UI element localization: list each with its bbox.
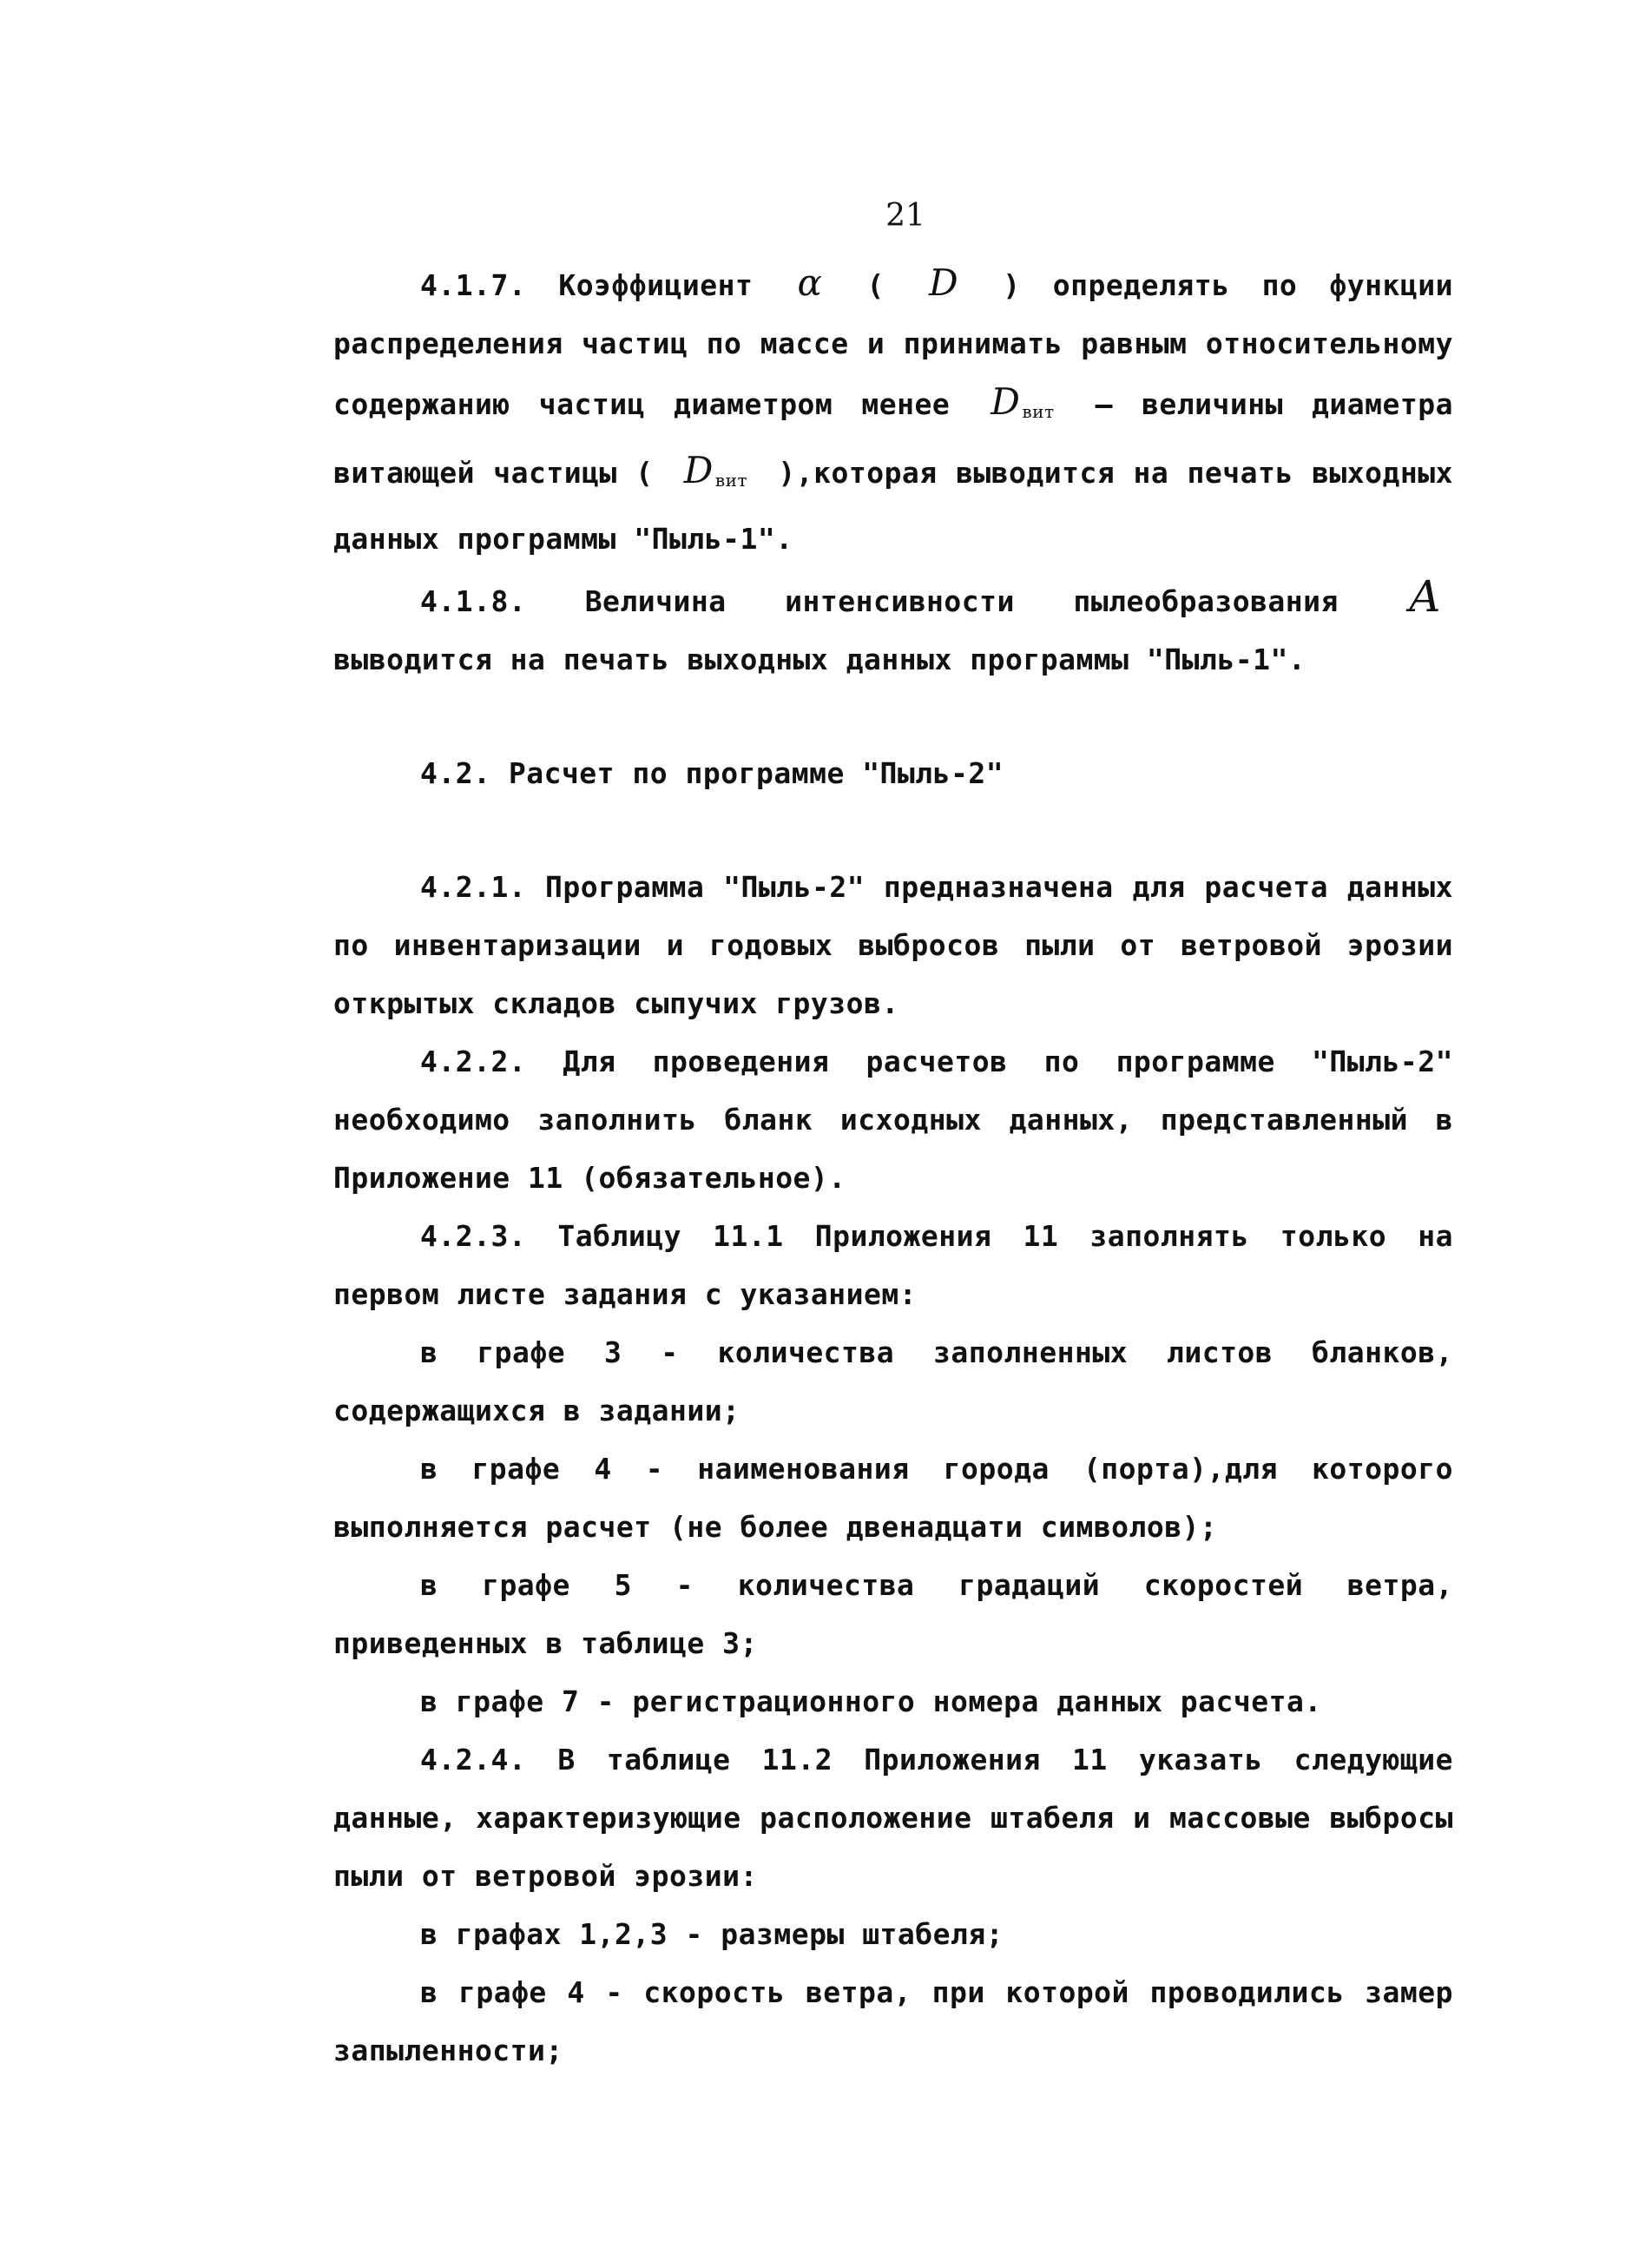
paragraph-p424a: в графах 1,2,3 - размеры штабеля; <box>420 1917 1004 1951</box>
math-symbol: α <box>797 261 823 304</box>
page-number: 21 <box>885 198 925 234</box>
math-symbol: D $_{вит}$ <box>683 449 748 491</box>
body-text <box>333 254 1453 2080</box>
paragraph-p418: 4.1.8. Величина интенсивности пылеобразования A выводится на печать выходных данных программы "Пыль-1". <box>333 568 1453 689</box>
paragraph-gap <box>333 689 1453 744</box>
math-subscript: вит <box>1022 401 1055 422</box>
paragraph-p42: 4.2. Расчет по программе "Пыль-2" <box>420 756 1004 790</box>
paragraph-p423b: в графе 4 - наименования города (порта),для которого выполняется расчет (не более двенадцати символов); <box>333 1452 1453 1544</box>
paragraph-p424b: в графе 4 - скорость ветра, при которой проводились замер запыленности; <box>333 1975 1453 2067</box>
paragraph-p424: 4.2.4. В таблице 11.2 Приложения 11 указать следующие данные, характеризующие расположение штабеля и массовые выбросы пыли от ветровой эрозии: <box>333 1743 1453 1893</box>
paragraph-p417: 4.1.7. Коэффициент α ( D ) определять по функции распределения частиц по массе и принимать равным относительному содержанию частиц диаметром менее D $_{вит}$ – величины диаметра витающей частицы ( D $_{вит}$ ),которая выводится на печать выходных данных программы "Пыль-1". <box>333 261 1453 556</box>
paragraph-p422: 4.2.2. Для проведения расчетов по программе "Пыль-2" необходимо заполнить бланк исходных данных, представленный в Приложение 11 (обязательное). <box>333 1045 1453 1195</box>
paragraph-gap <box>333 802 1453 858</box>
paragraph-p423a: в графе 3 - количества заполненных листов бланков, содержащихся в задании; <box>333 1335 1453 1427</box>
paragraph-p421: 4.2.1. Программа "Пыль-2" предназначена для расчета данных по инвентаризации и годовых выбросов пыли от ветровой эрозии открытых складов сыпучих грузов. <box>333 870 1453 1020</box>
paragraph-p423: 4.2.3. Таблицу 11.1 Приложения 11 заполнять только на первом листе задания с указанием: <box>333 1219 1453 1311</box>
paragraph-p423c: в графе 5 - количества градаций скоростей ветра, приведенных в таблице 3; <box>333 1568 1453 1660</box>
math-symbol: A <box>1409 571 1441 622</box>
paragraph-p423d: в графе 7 - регистрационного номера данных расчета. <box>420 1684 1322 1718</box>
math-subscript: вит <box>714 470 748 491</box>
math-symbol: D <box>928 261 959 304</box>
math-symbol: D $_{вит}$ <box>991 380 1055 423</box>
